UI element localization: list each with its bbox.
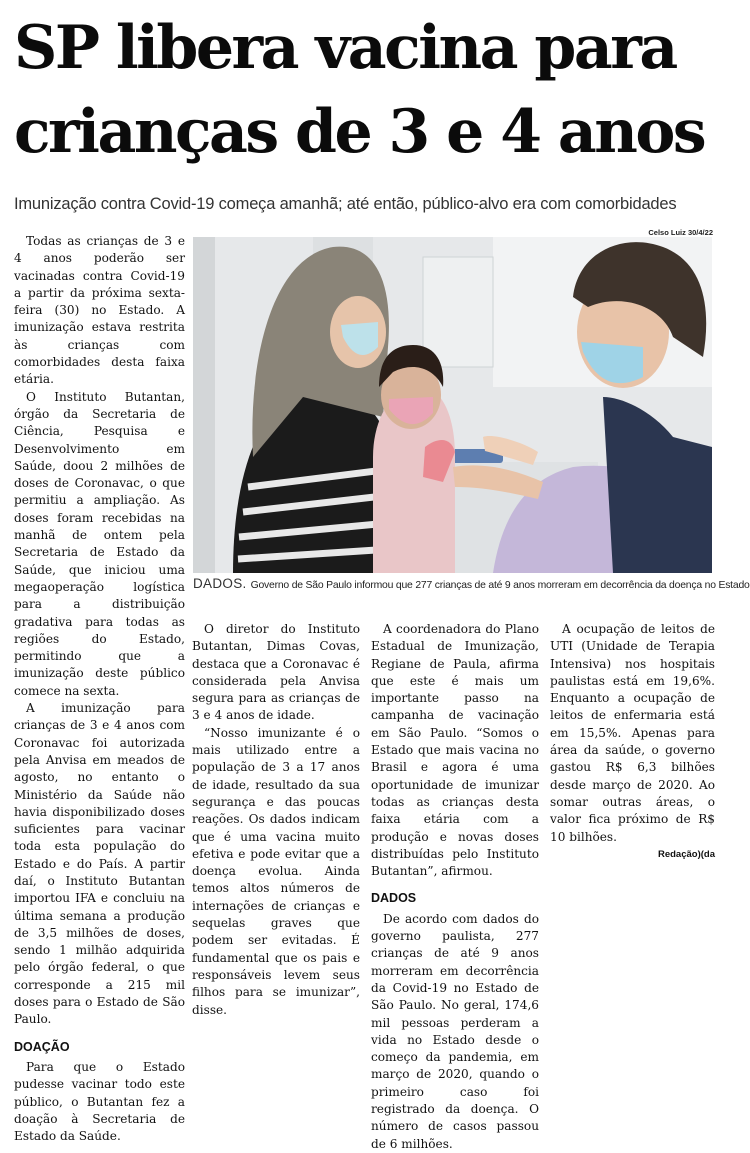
- vaccination-photo-illustration: [193, 237, 712, 573]
- caption-tag: DADOS.: [193, 576, 247, 591]
- article-paragraph: De acordo com dados do governo paulista, 277 crianças de até 9 anos morreram em decorrência da Covid-19 no Estado de São Paulo. No geral, 174,6 mil pessoas perderam a vida no Estado desde o começo da pandemia, em março de 2020, quando o primeiro caso foi registrado da doença. O número de casos passou de 6 milhões.: [371, 911, 539, 1151]
- headline-line-2: crianças de 3 e 4 anos: [14, 97, 705, 167]
- photo-caption: [193, 576, 750, 591]
- article-paragraph: A imunização para crianças de 3 e 4 anos com Coronavac foi autorizada pela Anvisa em meados de agosto, no entanto o Ministério da Saúde não havia disponibilizado doses suficientes para vacinar toda esta população do Estado e do País. A partir daí, o Instituto Butantan importou IFA e concluiu na última semana a produção de 3,5 milhões de doses, sendo 1 milhão adquirida pelo órgão federal, o que corresponde a 215 mil doses para o Estado de São Paulo.: [14, 701, 185, 1027]
- byline-part-2: Redação): [657, 848, 701, 860]
- news-photo: [193, 237, 712, 573]
- article-paragraph: Para que o Estado pudesse vacinar todo este público, o Butantan fez a doação à Secretaria de Estado da Saúde.: [14, 1059, 185, 1144]
- article-column-4: [550, 621, 715, 973]
- article-paragraph: O Instituto Butantan, órgão da Secretaria de Ciência, Pesquisa e Desenvolvimento em Saúde, doou 2 milhões de doses de Coronavac, o que permitiu a ampliação. As doses foram recebidas na manhã de ontem pela Secretaria de Estado da Saúde, que iniciou uma megaoperação logística para a distribuição gradativa para todas as regiões do Estado, permitindo que a imunização deste público comece na sexta.: [14, 389, 185, 698]
- subheadline: Imunização contra Covid-19 começa amanhã; até então, público-alvo era com comorbidades: [14, 195, 677, 213]
- byline: [550, 846, 715, 863]
- article-column-1: [14, 233, 185, 1144]
- article-paragraph: “Nosso imunizante é o mais utilizado entre a população de 3 a 17 anos de idade, resultado da sua segurança e das poucas reações. Os dados indicam que é uma vacina muito efetiva e pode evitar que a doença evolua. Ainda temos altos números de internações de crianças e sequelas graves que podem ser evitadas. É fundamental que os pais e responsáveis levem seus filhos para se imunizar”, disse.: [192, 725, 360, 1017]
- article-paragraph: O diretor do Instituto Butantan, Dimas Covas, destaca que a Coronavac é considerada pela Anvisa segura para as crianças de 3 e 4 anos de idade.: [192, 622, 360, 723]
- section-heading-dados: DADOS: [371, 891, 417, 906]
- byline-part-1: (da: [700, 848, 715, 860]
- headline: [14, 6, 719, 174]
- photo-credit: Celso Luiz 30/4/22: [648, 228, 713, 237]
- article-column-3: [371, 621, 539, 1151]
- section-heading-doacao: DOAÇÃO: [14, 1039, 70, 1054]
- headline-line-1: SP libera vacina para: [14, 13, 676, 83]
- article-paragraph: Todas as crianças de 3 e 4 anos poderão ser vacinadas contra Covid-19 a partir da próxima sexta-feira (30) no Estado. A imunização estava restrita às crianças com comorbidades desta faixa etária.: [14, 234, 185, 387]
- caption-text: Governo de São Paulo informou que 277 crianças de até 9 anos morreram em decorrência da doença no Estado: [250, 580, 750, 591]
- article-paragraph: A ocupação de leitos de UTI (Unidade de Terapia Intensiva) nos hospitais paulistas está em 19,6%. Enquanto a ocupação de leitos de enfermaria está em 15,5%. Apenas para área da saúde, o governo gastou R$ 6,3 bilhões desde março de 2020. Ao somar outras áreas, o valor fica próximo de R$ 10 bilhões.: [550, 622, 715, 844]
- article-paragraph: A coordenadora do Plano Estadual de Imunização, Regiane de Paula, afirma que este é mais um importante passo na campanha de vacinação em São Paulo. “Somos o Estado que mais vacina no Brasil e agora é uma oportunidade de imunizar todas as crianças desta faixa etária com a produção e novas doses distribuídas pelo Instituto Butantan”, afirmou.: [371, 622, 539, 879]
- article-column-2: [192, 621, 360, 1017]
